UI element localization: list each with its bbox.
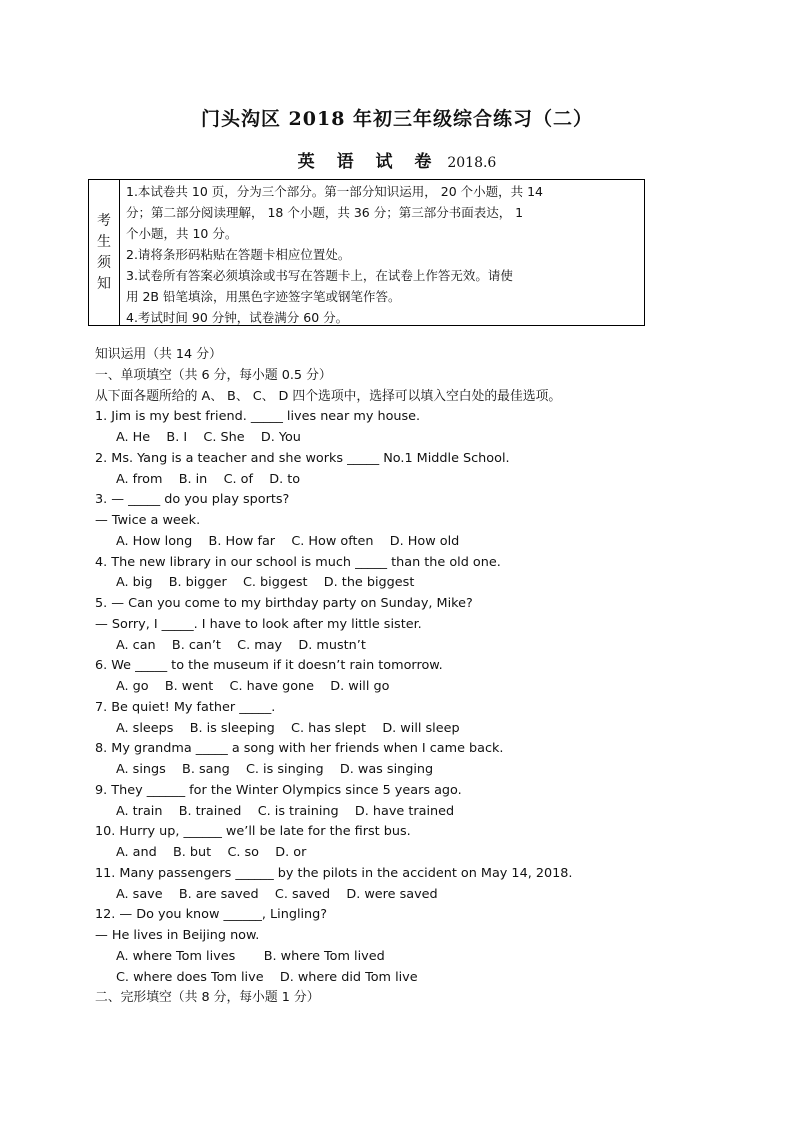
answer-options: A. where Tom lives B. where Tom lived [116, 948, 385, 964]
notice-line: 2.请将条形码粘贴在答题卡相应位置处。 [126, 247, 351, 262]
section-subheading: 二、完形填空（共 8 分，每小题 1 分） [95, 990, 320, 1006]
notice-line: 个小题，共 10 分。 [126, 226, 238, 241]
answer-options: A. sleeps B. is sleeping C. has slept D. will sleep [116, 720, 460, 736]
question-text: 12. — Do you know ______, Lingling? [95, 907, 328, 923]
notice-label-char: 须 [97, 254, 111, 271]
exam-subtitle [0, 147, 794, 172]
section-heading: 知识运用（共 14 分） [95, 347, 222, 362]
question-text: 9. They ______ for the Winter Olympics since 5 years ago. [95, 782, 462, 798]
exam-title: 门头沟区 2018 年初三年级综合练习（二） [200, 108, 594, 130]
notice-text [120, 180, 644, 325]
dialogue-line: — He lives in Beijing now. [95, 928, 260, 943]
dialogue-line: — Sorry, I _____. I have to look after my little sister. [95, 616, 422, 632]
question-text: 8. My grandma _____ a song with her friends when I came back. [95, 741, 504, 757]
answer-options: A. train B. trained C. is training D. have trained [116, 803, 455, 819]
question-text: 6. We _____ to the museum if it doesn’t rain tomorrow. [95, 658, 443, 674]
notice-line: 用 2B 铅笔填涂，用黑色字迹签字笔或钢笔作答。 [126, 289, 401, 304]
answer-options: C. where does Tom live D. where did Tom live [116, 969, 418, 985]
answer-options: A. save B. are saved C. saved D. were saved [116, 886, 438, 902]
notice-label-char: 生 [97, 233, 111, 250]
answer-options: A. go B. went C. have gone D. will go [116, 679, 390, 694]
notice-line: 分；第二部分阅读理解， 18 个小题，共 36 分；第三部分书面表达， 1 [126, 205, 524, 220]
question-text: 2. Ms. Yang is a teacher and she works _____ No.1 Middle School. [95, 450, 510, 466]
notice-box [88, 179, 645, 326]
question-text: 5. — Can you come to my birthday party on Sunday, Mike? [95, 596, 473, 611]
notice-label-char: 知 [97, 275, 111, 292]
question-text: 3. — _____ do you play sports? [95, 492, 290, 508]
answer-options: A. How long B. How far C. How often D. How old [116, 533, 460, 549]
notice-label-char: 考 [97, 212, 111, 229]
dialogue-line: — Twice a week. [95, 513, 201, 528]
question-text: 1. Jim is my best friend. _____ lives near my house. [95, 409, 421, 425]
notice-line: 4.考试时间 90 分钟，试卷满分 60 分。 [126, 310, 349, 325]
notice-line: 3.试卷所有答案必须填涂或书写在答题卡上，在试卷上作答无效。请使 [126, 268, 513, 283]
answer-options: A. and B. but C. so D. or [116, 845, 307, 860]
answer-options: A. can B. can’t C. may D. mustn’t [116, 637, 366, 653]
question-text: 10. Hurry up, ______ we’ll be late for the first bus. [95, 824, 411, 840]
section-subheading: 一、单项填空（共 6 分，每小题 0.5 分） [95, 367, 332, 383]
instructions: 从下面各题所给的 A、 B、 C、 D 四个选项中，选择可以填入空白处的最佳选项。 [95, 388, 562, 404]
answer-options: A. big B. bigger C. biggest D. the biggest [116, 575, 415, 591]
question-section [95, 345, 755, 1009]
subject-name: 英 语 试 卷 [297, 152, 440, 172]
answer-options: A. sings B. sang C. is singing D. was singing [116, 762, 434, 777]
question-text: 4. The new library in our school is much _____ than the old one. [95, 554, 501, 570]
answer-options: A. from B. in C. of D. to [116, 471, 301, 487]
notice-label [89, 180, 120, 325]
answer-options: A. He B. I C. She D. You [116, 430, 301, 445]
notice-line: 1.本试卷共 10 页，分为三个部分。第一部分知识运用， 20 个小题，共 14 [126, 184, 544, 199]
question-text: 11. Many passengers ______ by the pilots in the accident on May 14, 2018. [95, 865, 573, 881]
exam-date: 2018.6 [447, 155, 497, 171]
question-text: 7. Be quiet! My father _____. [95, 699, 276, 715]
